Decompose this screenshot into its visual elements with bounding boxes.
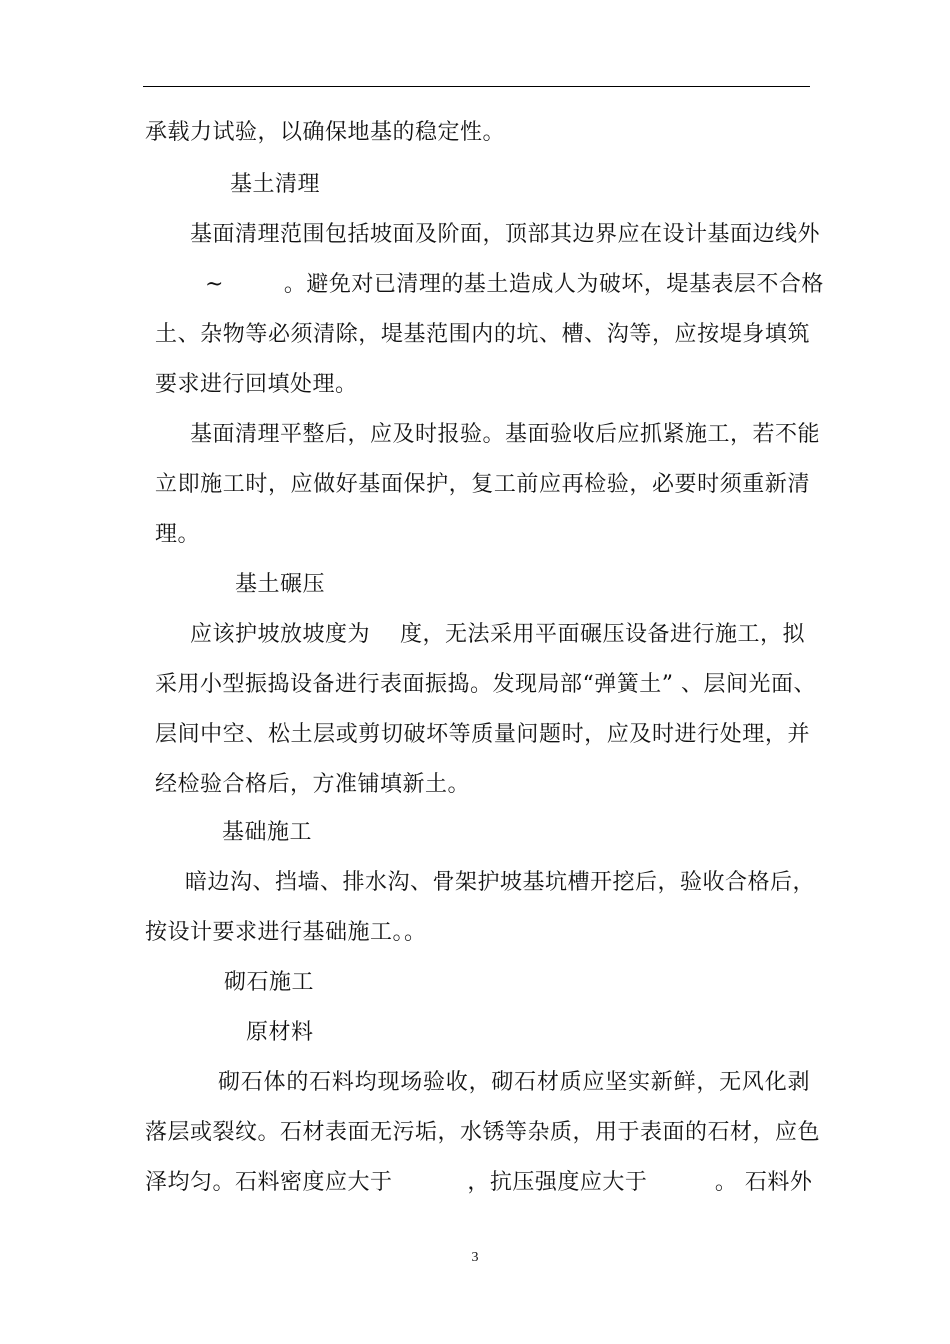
text-line-12: 采用小型振捣设备进行表面振捣。发现局部“弹簧土” 、层间光面、 [155,672,816,697]
text-line-3: 基面清理范围包括坡面及阶面，顶部其边界应在设计基面边线外 [190,222,821,247]
text-line-7: 基面清理平整后，应及时报验。基面验收后应抓紧施工，若不能 [190,422,821,447]
section-heading-foundation: 基础施工 [222,820,313,845]
text-line-8: 立即施工时，应做好基面保护，复工前应再检验，必要时须重新清 [155,472,810,497]
page-number: 3 [471,1250,479,1265]
text-line-11: 应该护坡放坡度为 度，无法采用平面碾压设备进行施工，拟 [190,622,805,647]
text-line-9: 理。 [155,522,201,547]
text-line-13: 层间中空、松土层或剪切破坏等质量问题时，应及时进行处理，并 [155,722,810,747]
text-line-5: 土、杂物等必须清除，堤基范围内的坑、槽、沟等，应按堤身填筑 [155,322,810,347]
text-line-6: 要求进行回填处理。 [155,372,358,397]
section-heading-base-compaction: 基土碾压 [235,572,326,597]
header-rule [143,86,810,87]
text-line-14: 经检验合格后，方准铺填新土。 [155,772,471,797]
text-line-20: 砌石体的石料均现场验收，砌石材质应坚实新鲜，无风化剥 [218,1070,810,1095]
text-line-17: 按设计要求进行基础施工。。 [145,920,427,945]
text-line-22: 泽均匀。石料密度应大于 ，抗压强度应大于 。 石料外 [145,1170,813,1195]
subsection-heading-raw-materials: 原材料 [246,1020,314,1045]
text-line-4: ~ 。避免对已清理的基土造成人为破坏，堤基表层不合格 [205,272,824,297]
section-heading-masonry: 砌石施工 [224,970,315,995]
text-line-1: 承载力试验，以确保地基的稳定性。 [145,120,506,145]
text-line-16: 暗边沟、挡墙、排水沟、骨架护坡基坑槽开挖后，验收合格后， [185,870,816,895]
text-line-21: 落层或裂纹。石材表面无污垢，水锈等杂质，用于表面的石材，应色 [145,1120,821,1145]
section-heading-base-cleaning: 基土清理 [230,172,321,197]
